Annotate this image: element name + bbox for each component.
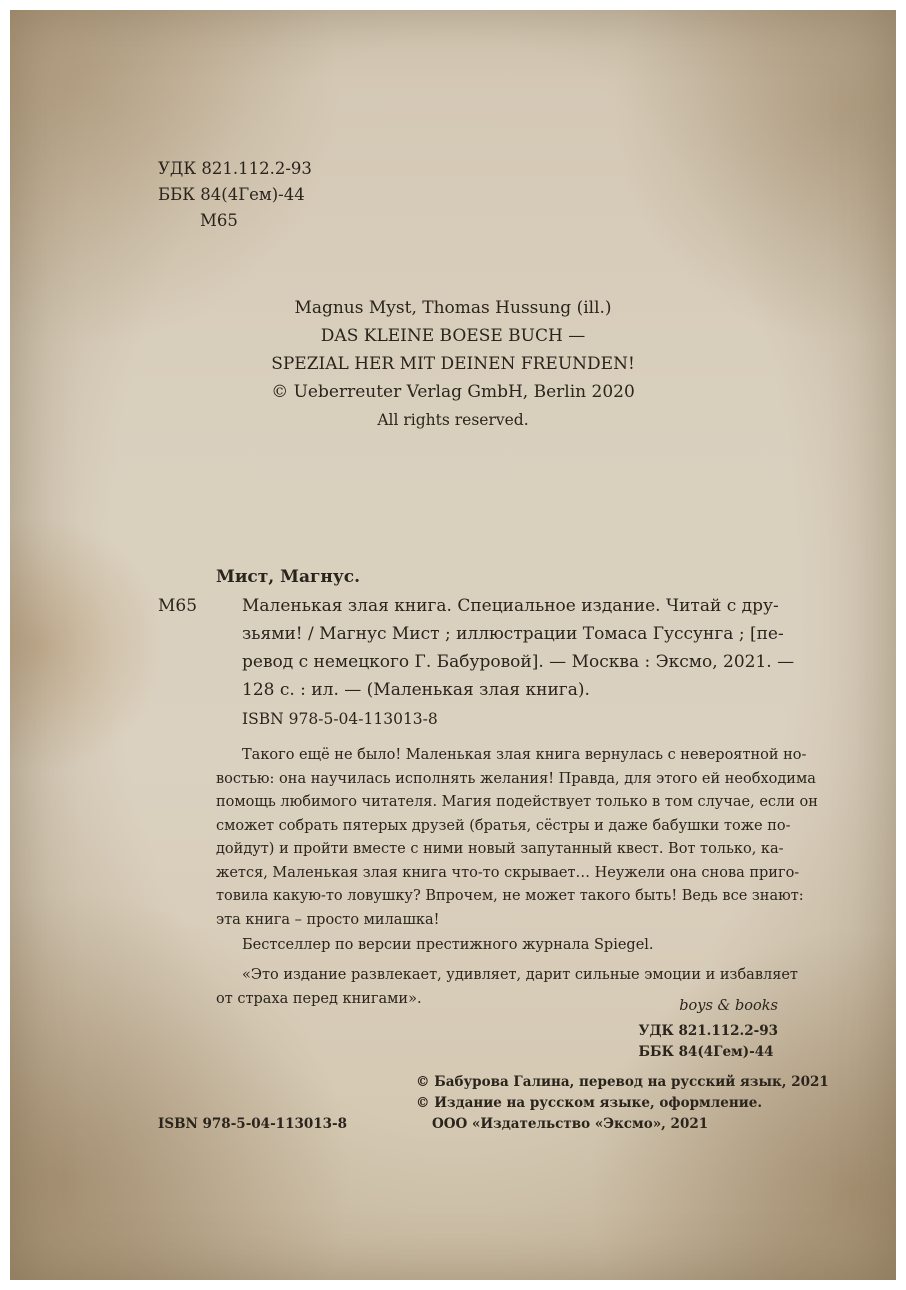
biblio-line: 128 с. : ил. — (Маленькая злая книга). bbox=[242, 680, 590, 700]
bottom-classification-codes bbox=[639, 1021, 778, 1063]
annotation-line: жется, Маленькая злая книга что-то скрывает… Неужели она снова приго- bbox=[216, 864, 800, 881]
biblio-line: ревод с немецкого Г. Бабуровой]. — Москва : Эксмо, 2021. — bbox=[242, 652, 795, 672]
original-title-line-2: SPEZIAL HER MIT DEINEN FREUNDEN! bbox=[271, 354, 635, 374]
bbk-code-bottom: ББК 84(4Гем)-44 bbox=[638, 1044, 774, 1060]
quote-source: boys & books bbox=[679, 998, 778, 1014]
original-copyright: © Ueberreuter Verlag GmbH, Berlin 2020 bbox=[271, 382, 635, 402]
quote-line: «Это издание развлекает, удивляет, дарит сильные эмоции и избавляет bbox=[242, 967, 798, 983]
annotation-line: Такого ещё не было! Маленькая злая книга вернулась с невероятной но- bbox=[242, 747, 807, 763]
annotation-line: товила какую-то ловушку? Впрочем, не может такого быть! Ведь все знают: bbox=[216, 888, 804, 904]
copyright-notices bbox=[416, 1072, 829, 1135]
imprint-page bbox=[10, 10, 896, 1280]
annotation-line: помощь любимого читателя. Магия подействует только в том случае, если он bbox=[216, 794, 818, 810]
quote-line: от страха перед книгами». bbox=[216, 990, 422, 1007]
author-mark: М65 bbox=[200, 211, 238, 230]
original-title-line-1: DAS KLEINE BOESE BUCH — bbox=[320, 326, 586, 346]
original-edition-block bbox=[10, 294, 896, 434]
udk-code: УДК 821.112.2-93 bbox=[158, 159, 312, 178]
bestseller-note: Бестселлер по версии престижного журнала Spiegel. bbox=[242, 937, 654, 953]
catalog-author-mark: М65 bbox=[158, 596, 198, 616]
copyright-translation: © Бабурова Галина, перевод на русский язык, 2021 bbox=[416, 1074, 829, 1090]
udk-code-bottom: УДК 821.112.2-93 bbox=[638, 1023, 778, 1039]
top-classification-codes bbox=[158, 156, 312, 234]
annotation-line: востью: она научилась исполнять желания! Правда, для этого ей необходима bbox=[216, 770, 816, 787]
annotation-line: сможет собрать пятерых друзей (братья, сёстры и даже бабушки тоже по- bbox=[216, 817, 791, 834]
isbn-bottom: ISBN 978-5-04-113013-8 bbox=[158, 1116, 348, 1132]
annotation-text bbox=[216, 744, 818, 932]
copyright-publisher: ООО «Издательство «Эксмо», 2021 bbox=[432, 1116, 709, 1132]
biblio-line: Маленькая злая книга. Специальное издание. Читай с дру- bbox=[242, 596, 779, 616]
rights-reserved: All rights reserved. bbox=[377, 411, 529, 429]
bbk-code: ББК 84(4Гем)-44 bbox=[158, 185, 305, 204]
original-authors: Magnus Myst, Thomas Hussung (ill.) bbox=[294, 298, 612, 318]
annotation-line: дойдут) и пройти вместе с ними новый запутанный квест. Вот только, ка- bbox=[216, 841, 784, 857]
bibliographic-description bbox=[242, 592, 795, 704]
biblio-line: зьями! / Магнус Мист ; иллюстрации Томаса Гуссунга ; [пе- bbox=[242, 624, 784, 644]
catalog-author-heading: Мист, Магнус. bbox=[216, 567, 360, 587]
copyright-edition: © Издание на русском языке, оформление. bbox=[416, 1095, 763, 1111]
annotation-line: эта книга – просто милашка! bbox=[216, 911, 440, 928]
catalog-isbn: ISBN 978-5-04-113013-8 bbox=[242, 710, 438, 728]
